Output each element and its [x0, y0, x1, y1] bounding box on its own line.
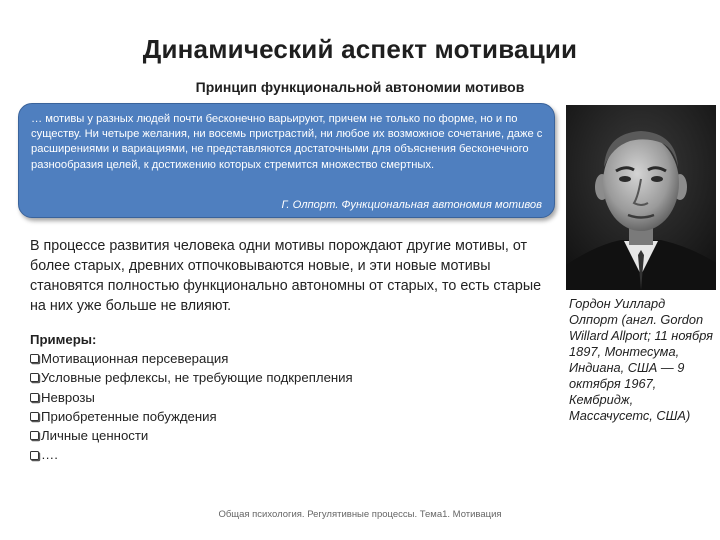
checkbox-bullet-icon	[30, 373, 39, 382]
portrait-photo	[566, 105, 716, 290]
list-item	[30, 368, 450, 387]
main-paragraph: В процессе развития человека одни мотивы порождают другие мотивы, от более старых, древних отпочковываются новые, и эти новые мотивы становятся полностью функционально автономны от старых, то есть старые на них уже больше не влияют.	[30, 238, 542, 314]
quote-text: … мотивы у разных людей почти бесконечно варьируют, причем не только по форме, но и по существу. Ни четыре желания, ни восемь пристрастий, ни любое их возможное сочетание, даже с расширениями и вариациями, не представляются достаточными для объяснения бесконечного разнообразия целей, к достижению которых стремится множество смертных.	[31, 113, 543, 171]
quote-box	[18, 103, 555, 218]
list-item-label: Личные ценности	[41, 428, 149, 444]
list-item	[30, 445, 450, 464]
examples-title: Примеры:	[30, 332, 97, 347]
list-item	[30, 349, 450, 368]
portrait-caption: Гордон Уиллард Олпорт (англ. Gordon Willard Allport; 11 ноября 1897, Монтесума, Индиана, США — 9 октября 1967, Кембридж, Массачусетс, США)	[569, 296, 714, 423]
slide-subtitle: Принцип функциональной автономии мотивов	[195, 79, 525, 95]
slide-title: Динамический аспект мотивации	[142, 34, 578, 64]
list-item	[30, 407, 450, 426]
list-item	[30, 426, 450, 445]
quote-source: Г. Олпорт. Функциональная автономия мотивов	[281, 199, 542, 211]
checkbox-bullet-icon	[30, 431, 39, 440]
list-item-label: Неврозы	[41, 389, 95, 405]
portrait-illustration	[566, 105, 716, 290]
list-item-label: Условные рефлексы, не требующие подкрепления	[41, 370, 353, 386]
list-item	[30, 388, 450, 407]
checkbox-bullet-icon	[30, 451, 39, 460]
checkbox-bullet-icon	[30, 412, 39, 421]
list-item-label: ….	[41, 447, 58, 463]
list-item-label: Мотивационная персеверация	[41, 351, 229, 366]
checkbox-bullet-icon	[30, 393, 39, 402]
list-item-label: Приобретенные побуждения	[41, 408, 217, 424]
checkbox-bullet-icon	[30, 354, 39, 363]
examples-list	[30, 349, 450, 465]
footer: Общая психология. Регулятивные процессы. Тема1. Мотивация	[218, 509, 502, 520]
